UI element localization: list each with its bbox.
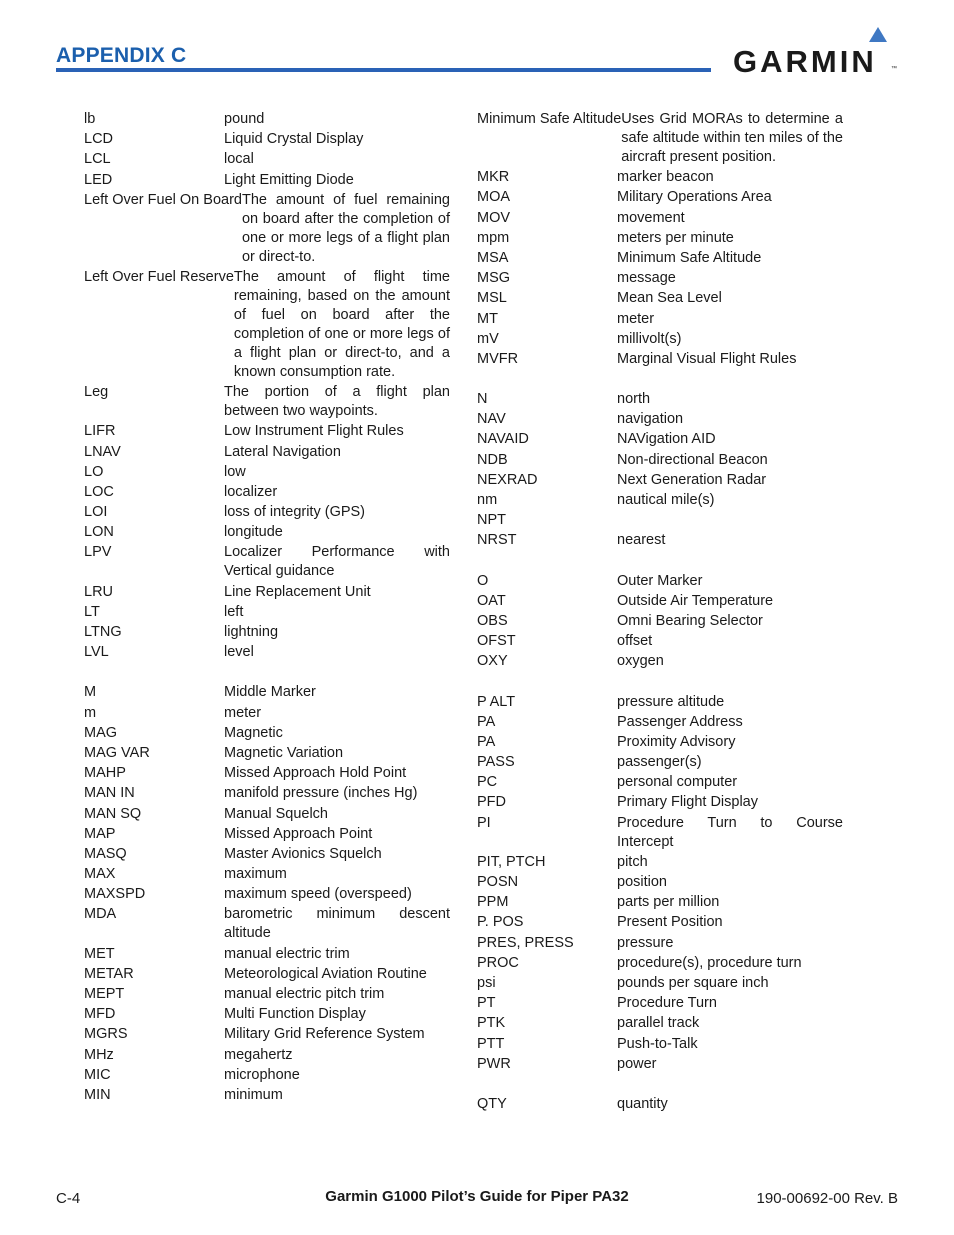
glossary-term: MSA	[477, 249, 509, 266]
glossary-definition: Passenger Address	[617, 713, 743, 730]
glossary-definition: maximum speed (overspeed)	[224, 886, 412, 903]
glossary-definition: Present Position	[617, 914, 723, 931]
glossary-row	[477, 390, 843, 409]
glossary-term: MHz	[84, 1046, 114, 1063]
glossary-term: NEXRAD	[477, 471, 538, 488]
glossary-row	[477, 893, 843, 912]
glossary-row	[84, 845, 450, 864]
glossary-definition: offset	[617, 633, 653, 650]
glossary-row	[477, 773, 843, 792]
glossary-definition: Meteorological Aviation Routine	[224, 965, 427, 982]
glossary-term: OBS	[477, 612, 508, 629]
glossary-row	[84, 383, 450, 421]
glossary-row	[84, 583, 450, 602]
glossary-row	[477, 168, 843, 187]
glossary-definition: Military Operations Area	[617, 189, 772, 206]
glossary-term: OXY	[477, 653, 508, 670]
glossary-term: P. POS	[477, 914, 524, 931]
glossary-definition: low	[224, 463, 246, 480]
glossary-term: PA	[477, 733, 496, 750]
glossary-definition: Middle Marker	[224, 684, 316, 701]
glossary-term: MAX	[84, 866, 116, 883]
glossary-row	[84, 523, 450, 542]
glossary-row	[477, 994, 843, 1013]
glossary-term: PT	[477, 995, 496, 1012]
glossary-definition: Military Grid Reference System	[224, 1026, 425, 1043]
glossary-definition: nautical mile(s)	[617, 492, 715, 508]
glossary-term: MAHP	[84, 765, 126, 782]
glossary-term: MAXSPD	[84, 886, 146, 903]
glossary-term: MET	[84, 945, 115, 962]
glossary-row	[477, 1055, 843, 1074]
glossary-term: MAN SQ	[84, 805, 142, 822]
glossary-row	[84, 704, 450, 723]
glossary-row	[84, 865, 450, 884]
glossary-row	[477, 229, 843, 248]
glossary-definition: pressure	[617, 934, 674, 951]
glossary-term: LOC	[84, 483, 114, 500]
glossary-definition: level	[224, 644, 254, 661]
glossary-term: nm	[477, 492, 498, 508]
glossary-row	[84, 150, 450, 169]
glossary-definition: megahertz	[224, 1046, 293, 1063]
glossary-definition: minimum	[224, 1086, 283, 1103]
glossary-column-left	[84, 110, 450, 1106]
glossary-term: MT	[477, 310, 498, 327]
glossary-definition: Manual Squelch	[224, 805, 328, 822]
glossary-term: MIN	[84, 1086, 111, 1103]
glossary-definition: Uses Grid MORAs to determine a safe altitude within ten miles of the aircraft present position.	[621, 111, 843, 165]
glossary-term: LT	[84, 603, 100, 620]
glossary-definition: NAVigation AID	[617, 431, 716, 448]
glossary-term: O	[477, 572, 489, 589]
glossary-definition: Localizer Performance with Vertical guidance	[224, 544, 450, 580]
glossary-term: NDB	[477, 451, 508, 468]
glossary-row	[477, 612, 843, 631]
glossary-definition: Next Generation Radar	[617, 471, 767, 488]
glossary-definition: barometric minimum descent altitude	[224, 906, 450, 942]
glossary-definition: Liquid Crystal Display	[224, 131, 364, 148]
section-spacer	[477, 673, 843, 693]
glossary-term: LPV	[84, 544, 112, 561]
glossary-definition: Outside Air Temperature	[617, 592, 774, 609]
glossary-term: MDA	[84, 906, 117, 923]
glossary-definition: navigation	[617, 411, 684, 428]
glossary-definition: The amount of flight time remaining, based on the amount of fuel on board after the completion of one or more legs of a flight plan or direct-to, and a known consumption rate.	[233, 268, 450, 380]
glossary-term: PROC	[477, 954, 519, 971]
glossary-definition: message	[617, 270, 676, 287]
glossary-term: MGRS	[84, 1026, 128, 1043]
glossary-definition: Light Emitting Diode	[224, 171, 354, 188]
glossary-term: Left Over Fuel On Board	[84, 191, 242, 208]
glossary-term: MOV	[477, 209, 511, 226]
glossary-definition: The amount of fuel remaining on board after the completion of one or more legs of a flight plan or direct-to.	[241, 191, 450, 265]
glossary-definition: Outer Marker	[617, 572, 703, 589]
glossary-row	[84, 683, 450, 702]
glossary-definition: lightning	[224, 624, 279, 640]
glossary-column-right	[477, 110, 843, 1115]
glossary-definition: Low Instrument Flight Rules	[224, 423, 404, 440]
page-number: C-4	[56, 1190, 81, 1207]
glossary-row	[477, 814, 843, 852]
glossary-term: NAV	[477, 411, 506, 428]
glossary-definition: power	[617, 1055, 657, 1072]
glossary-term: M	[84, 684, 97, 701]
glossary-row	[84, 764, 450, 783]
glossary-row	[477, 511, 843, 530]
glossary-term: QTY	[477, 1095, 507, 1112]
glossary-term: mV	[477, 330, 499, 347]
garmin-triangle-icon	[869, 27, 887, 42]
glossary-term: Minimum Safe Altitude	[477, 111, 622, 127]
appendix-title: APPENDIX C	[56, 44, 187, 67]
glossary-row	[84, 784, 450, 803]
glossary-definition: procedure(s), procedure turn	[617, 954, 802, 971]
glossary-row	[84, 463, 450, 482]
glossary-term: PIT, PTCH	[477, 853, 546, 870]
glossary-definition: passenger(s)	[617, 754, 702, 771]
glossary-row	[84, 945, 450, 964]
glossary-row	[84, 483, 450, 502]
glossary-row	[84, 503, 450, 522]
glossary-row	[477, 693, 843, 712]
glossary-term: LO	[84, 463, 104, 480]
glossary-row	[84, 805, 450, 824]
glossary-row	[84, 825, 450, 844]
glossary-term: PWR	[477, 1055, 511, 1072]
glossary-definition: Missed Approach Point	[224, 825, 373, 842]
glossary-row	[84, 543, 450, 581]
glossary-row	[477, 430, 843, 449]
glossary-definition: oxygen	[617, 653, 664, 670]
glossary-row	[84, 110, 450, 129]
glossary-definition: meters per minute	[617, 229, 734, 246]
glossary-term: PI	[477, 814, 491, 831]
glossary-term: MSL	[477, 290, 507, 307]
glossary-term: LED	[84, 171, 113, 188]
glossary-definition: pressure altitude	[617, 693, 725, 710]
glossary-term: MAP	[84, 825, 116, 842]
glossary-definition: Magnetic Variation	[224, 744, 344, 761]
document-number: 190-00692-00 Rev. B	[756, 1190, 898, 1207]
glossary-definition: millivolt(s)	[617, 330, 682, 347]
glossary-term: MFD	[84, 1006, 116, 1023]
glossary-definition: Procedure Turn	[617, 995, 717, 1012]
glossary-definition: pound	[224, 111, 265, 127]
section-spacer	[477, 552, 843, 572]
glossary-definition: Push-to-Talk	[617, 1035, 698, 1052]
glossary-definition: pitch	[617, 853, 648, 870]
glossary-term: MIC	[84, 1066, 111, 1083]
glossary-term: LVL	[84, 644, 109, 661]
glossary-row	[477, 592, 843, 611]
glossary-definition: longitude	[224, 524, 283, 541]
glossary-definition: manual electric pitch trim	[224, 986, 385, 1002]
glossary-row	[477, 1095, 843, 1114]
glossary-row	[477, 110, 843, 167]
glossary-definition: The portion of a flight plan between two waypoints.	[224, 384, 450, 420]
glossary-row	[84, 443, 450, 462]
glossary-row	[477, 410, 843, 429]
glossary-term: Leg	[84, 384, 109, 401]
glossary-row	[84, 171, 450, 190]
glossary-definition: Line Replacement Unit	[224, 583, 371, 600]
glossary-row	[477, 913, 843, 932]
glossary-term: MVFR	[477, 350, 519, 367]
glossary-row	[84, 422, 450, 441]
glossary-term: OAT	[477, 592, 506, 609]
glossary-definition: nearest	[617, 532, 666, 549]
glossary-term: LCD	[84, 131, 114, 148]
glossary-row	[477, 954, 843, 973]
glossary-term: MSG	[477, 270, 511, 287]
glossary-row	[84, 885, 450, 904]
glossary-term: POSN	[477, 874, 519, 890]
glossary-row	[477, 713, 843, 732]
glossary-term: LTNG	[84, 624, 122, 640]
glossary-row	[84, 643, 450, 662]
glossary-definition: Multi Function Display	[224, 1006, 366, 1023]
glossary-row	[477, 733, 843, 752]
glossary-row	[477, 531, 843, 550]
glossary-row	[84, 985, 450, 1004]
glossary-definition: Mean Sea Level	[617, 290, 722, 307]
glossary-row	[477, 289, 843, 308]
glossary-row	[84, 1025, 450, 1044]
glossary-row	[477, 451, 843, 470]
glossary-definition: quantity	[617, 1095, 668, 1112]
glossary-term: LCL	[84, 151, 111, 168]
glossary-term: MAG VAR	[84, 744, 150, 761]
glossary-row	[477, 652, 843, 671]
glossary-term: METAR	[84, 965, 134, 982]
glossary-term: LOI	[84, 504, 108, 521]
glossary-row	[84, 1046, 450, 1065]
glossary-definition: manual electric trim	[224, 945, 350, 962]
glossary-term: Left Over Fuel Reserve	[84, 268, 234, 285]
glossary-term: MOA	[477, 189, 511, 206]
glossary-definition: Minimum Safe Altitude	[617, 249, 762, 266]
glossary-row	[84, 268, 450, 382]
glossary-definition: local	[224, 151, 254, 168]
glossary-definition: Magnetic	[224, 724, 283, 741]
glossary-term: MAN IN	[84, 785, 135, 802]
glossary-term: PC	[477, 774, 498, 791]
glossary-row	[477, 753, 843, 772]
glossary-row	[477, 974, 843, 993]
glossary-row	[477, 572, 843, 591]
glossary-definition: meter	[224, 704, 262, 721]
glossary-definition: meter	[617, 310, 655, 327]
glossary-row	[477, 471, 843, 490]
glossary-definition: localizer	[224, 483, 278, 500]
glossary-definition: parts per million	[617, 894, 720, 911]
glossary-term: NPT	[477, 512, 506, 529]
glossary-row	[84, 1005, 450, 1024]
glossary-row	[477, 632, 843, 651]
glossary-term: LON	[84, 524, 114, 541]
glossary-row	[84, 130, 450, 149]
glossary-term: LRU	[84, 583, 114, 600]
garmin-logo-text: GARMIN	[733, 44, 877, 79]
glossary-row	[477, 310, 843, 329]
glossary-term: PFD	[477, 794, 506, 811]
glossary-row	[84, 1066, 450, 1085]
glossary-row	[84, 744, 450, 763]
glossary-term: MEPT	[84, 986, 125, 1002]
glossary-row	[477, 934, 843, 953]
glossary-term: PTT	[477, 1035, 505, 1052]
glossary-definition: manifold pressure (inches Hg)	[224, 785, 418, 802]
glossary-term: NRST	[477, 532, 517, 549]
section-spacer	[84, 663, 450, 683]
glossary-row	[84, 905, 450, 943]
glossary-row	[477, 188, 843, 207]
glossary-definition: movement	[617, 209, 685, 226]
glossary-row	[477, 1035, 843, 1054]
glossary-definition: Procedure Turn to Course Intercept	[617, 814, 843, 850]
glossary-term: MASQ	[84, 845, 127, 862]
glossary-term: MKR	[477, 169, 510, 186]
glossary-definition: Primary Flight Display	[617, 794, 758, 811]
glossary-definition: Lateral Navigation	[224, 443, 341, 460]
garmin-logo	[733, 26, 903, 78]
glossary-term: LNAV	[84, 443, 121, 460]
glossary-definition: position	[617, 874, 667, 890]
glossary-definition: loss of integrity (GPS)	[224, 504, 366, 521]
glossary-term: PRES, PRESS	[477, 934, 574, 951]
glossary-definition: personal computer	[617, 774, 738, 791]
glossary-definition: Proximity Advisory	[617, 733, 736, 750]
glossary-term: PASS	[477, 754, 515, 771]
glossary-term: P ALT	[477, 693, 516, 710]
glossary-definition: Missed Approach Hold Point	[224, 765, 407, 782]
glossary-row	[84, 191, 450, 267]
glossary-definition: microphone	[224, 1066, 300, 1083]
glossary-definition: left	[224, 603, 244, 620]
glossary-term: psi	[477, 974, 496, 991]
glossary-term: mpm	[477, 229, 510, 246]
glossary-term: PPM	[477, 894, 509, 911]
glossary-row	[477, 269, 843, 288]
glossary-row	[477, 873, 843, 892]
glossary-row	[477, 249, 843, 268]
glossary-row	[477, 491, 843, 510]
glossary-definition: Master Avionics Squelch	[224, 845, 382, 862]
section-spacer	[477, 370, 843, 390]
glossary-definition: north	[617, 391, 651, 408]
glossary-definition: pounds per square inch	[617, 974, 769, 991]
glossary-row	[84, 1086, 450, 1105]
glossary-term: PA	[477, 713, 496, 730]
glossary-row	[477, 853, 843, 872]
glossary-row	[477, 350, 843, 369]
glossary-definition	[617, 511, 843, 530]
glossary-term: N	[477, 391, 488, 408]
glossary-term: OFST	[477, 633, 516, 650]
glossary-term: m	[84, 704, 97, 721]
glossary-row	[477, 209, 843, 228]
glossary-row	[84, 603, 450, 622]
glossary-definition: Marginal Visual Flight Rules	[617, 350, 797, 367]
glossary-definition: Omni Bearing Selector	[617, 612, 763, 629]
glossary-definition: Non-directional Beacon	[617, 451, 768, 468]
section-spacer	[477, 1075, 843, 1095]
glossary-row	[84, 965, 450, 984]
glossary-row	[84, 724, 450, 743]
glossary-term: NAVAID	[477, 431, 529, 448]
glossary-term: lb	[84, 111, 96, 127]
glossary-term: PTK	[477, 1015, 506, 1032]
glossary-term: MAG	[84, 724, 118, 741]
footer-title: Garmin G1000 Pilot’s Guide for Piper PA32	[325, 1188, 629, 1205]
glossary-definition: maximum	[224, 866, 287, 883]
glossary-definition: parallel track	[617, 1015, 700, 1032]
glossary-row	[477, 1014, 843, 1033]
header-rule	[56, 68, 711, 72]
glossary-row	[84, 623, 450, 642]
glossary-row	[477, 330, 843, 349]
glossary-term: LIFR	[84, 423, 116, 440]
glossary-definition: marker beacon	[617, 169, 714, 186]
glossary-row	[477, 793, 843, 812]
trademark-mark: ™	[891, 66, 897, 72]
